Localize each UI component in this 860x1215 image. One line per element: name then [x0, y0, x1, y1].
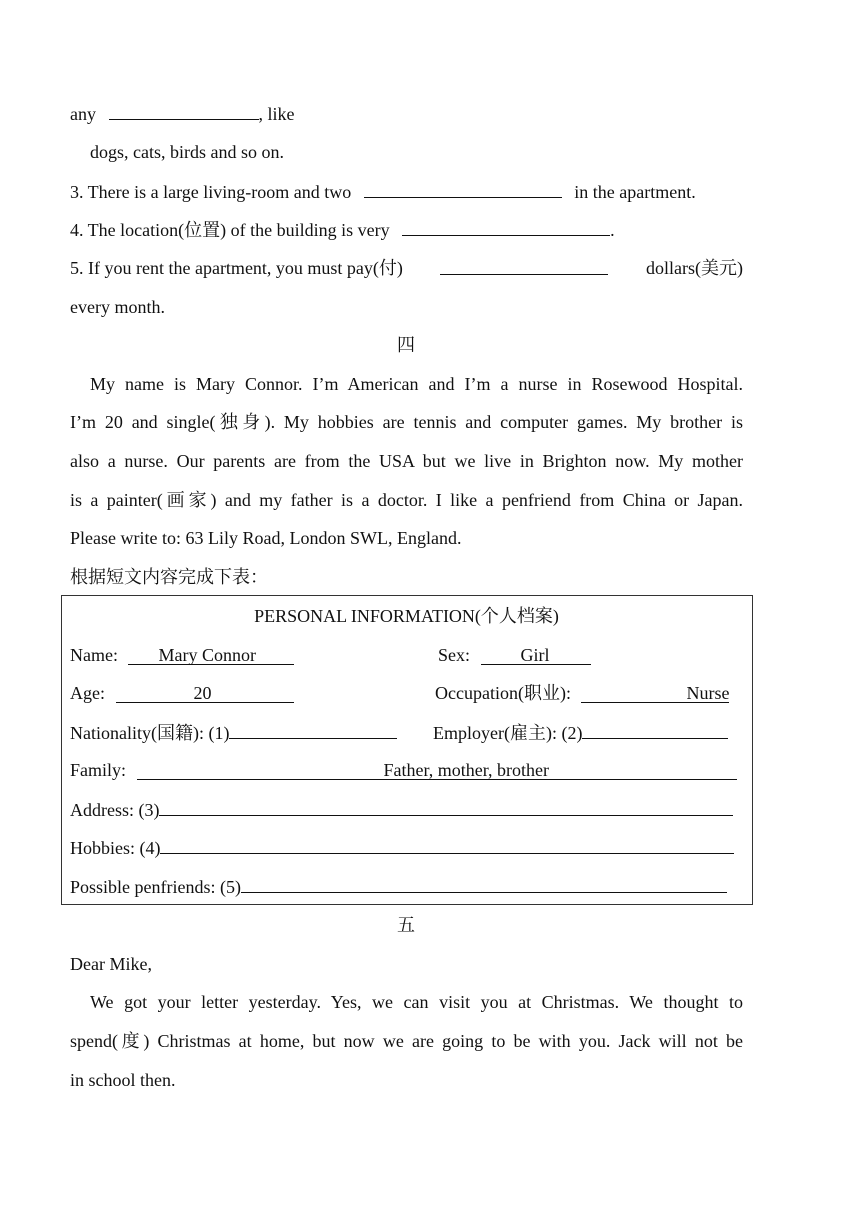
- family-label: Family:: [70, 760, 127, 780]
- question-4: [70, 218, 615, 241]
- hobbies-blank[interactable]: [160, 836, 734, 854]
- sex-group: [438, 644, 591, 666]
- q2-text-post: , like: [258, 104, 295, 124]
- question-3: [70, 180, 696, 203]
- passage-line-5: Please write to: 63 Lily Road, London SWL, England.: [70, 528, 462, 548]
- personal-info-table: [61, 595, 753, 905]
- q2-text-pre: any: [70, 104, 96, 124]
- penfriends-blank[interactable]: [241, 875, 727, 893]
- address-blank[interactable]: [159, 798, 733, 816]
- q4-text-pre: 4. The location(位置) of the building is very: [70, 220, 390, 240]
- age-row: [70, 682, 743, 704]
- answer-blank[interactable]: [402, 218, 610, 236]
- q3-text-pre: 3. There is a large living-room and two: [70, 182, 352, 202]
- nationality-blank[interactable]: [229, 721, 397, 739]
- sex-value: Girl: [520, 645, 550, 665]
- employer-group: [433, 721, 728, 744]
- answer-blank[interactable]: [109, 102, 259, 120]
- q2-line1: [70, 102, 295, 125]
- nationality-row: [70, 721, 743, 744]
- penfriends-label: Possible penfriends: (5): [70, 877, 241, 897]
- name-label: Name:: [70, 645, 118, 665]
- passage-line-3: also a nurse. Our parents are from the USA but we live in Brighton now. My mother: [70, 451, 743, 471]
- employer-label: Employer(雇主): (2): [433, 723, 583, 743]
- family-field[interactable]: [137, 761, 737, 780]
- letter-salutation: Dear Mike,: [70, 954, 152, 974]
- sex-field[interactable]: [481, 646, 591, 665]
- address-label: Address: (3): [70, 800, 160, 820]
- answer-blank[interactable]: [364, 180, 562, 198]
- passage-line-2: I’m 20 and single(独身). My hobbies are tennis and computer games. My brother is: [70, 412, 743, 432]
- sex-label: Sex:: [438, 645, 471, 665]
- age-field[interactable]: [116, 684, 294, 703]
- occupation-field[interactable]: [581, 684, 729, 703]
- penfriends-row: [70, 875, 743, 898]
- letter-line-3: in school then.: [70, 1070, 176, 1090]
- occupation-group: [435, 682, 729, 704]
- q5-text-pre: 5. If you rent the apartment, you must pay(付): [70, 258, 403, 278]
- hobbies-label: Hobbies: (4): [70, 838, 161, 858]
- age-value: 20: [193, 683, 212, 703]
- family-row: [70, 759, 743, 781]
- letter-line-2: spend(度) Christmas at home, but now we are going to be with you. Jack will not be: [70, 1031, 743, 1051]
- name-value: Mary Connor: [158, 645, 256, 665]
- q3-text-post: in the apartment.: [574, 182, 696, 202]
- name-field[interactable]: [128, 646, 294, 665]
- occupation-label: Occupation(职业):: [435, 683, 571, 703]
- answer-blank[interactable]: [440, 257, 608, 275]
- letter-line-1: We got your letter yesterday. Yes, we can visit you at Christmas. We thought to: [90, 992, 743, 1012]
- table-title: PERSONAL INFORMATION(个人档案): [254, 606, 559, 626]
- q5-line2: every month.: [70, 297, 165, 317]
- q4-text-post: .: [610, 220, 615, 240]
- section-heading-4: 四: [397, 335, 415, 355]
- q5-text-post: dollars(美元): [646, 258, 743, 278]
- table-instruction: 根据短文内容完成下表：: [70, 567, 268, 587]
- section-heading-5: 五: [397, 915, 415, 935]
- nationality-label: Nationality(国籍): (1): [70, 723, 230, 743]
- address-row: [70, 798, 743, 821]
- occupation-value: Nurse: [686, 683, 730, 703]
- name-row: [70, 644, 743, 666]
- passage-line-4: is a painter(画家) and my father is a doctor. I like a penfriend from China or Japan.: [70, 490, 743, 510]
- q2-line2: dogs, cats, birds and so on.: [90, 142, 284, 162]
- hobbies-row: [70, 836, 743, 859]
- age-label: Age:: [70, 683, 105, 703]
- passage-line-1: My name is Mary Connor. I’m American and I’m a nurse in Rosewood Hospital.: [90, 374, 743, 394]
- employer-blank[interactable]: [582, 721, 728, 739]
- family-value: Father, mother, brother: [383, 760, 550, 780]
- question-5: [70, 257, 743, 279]
